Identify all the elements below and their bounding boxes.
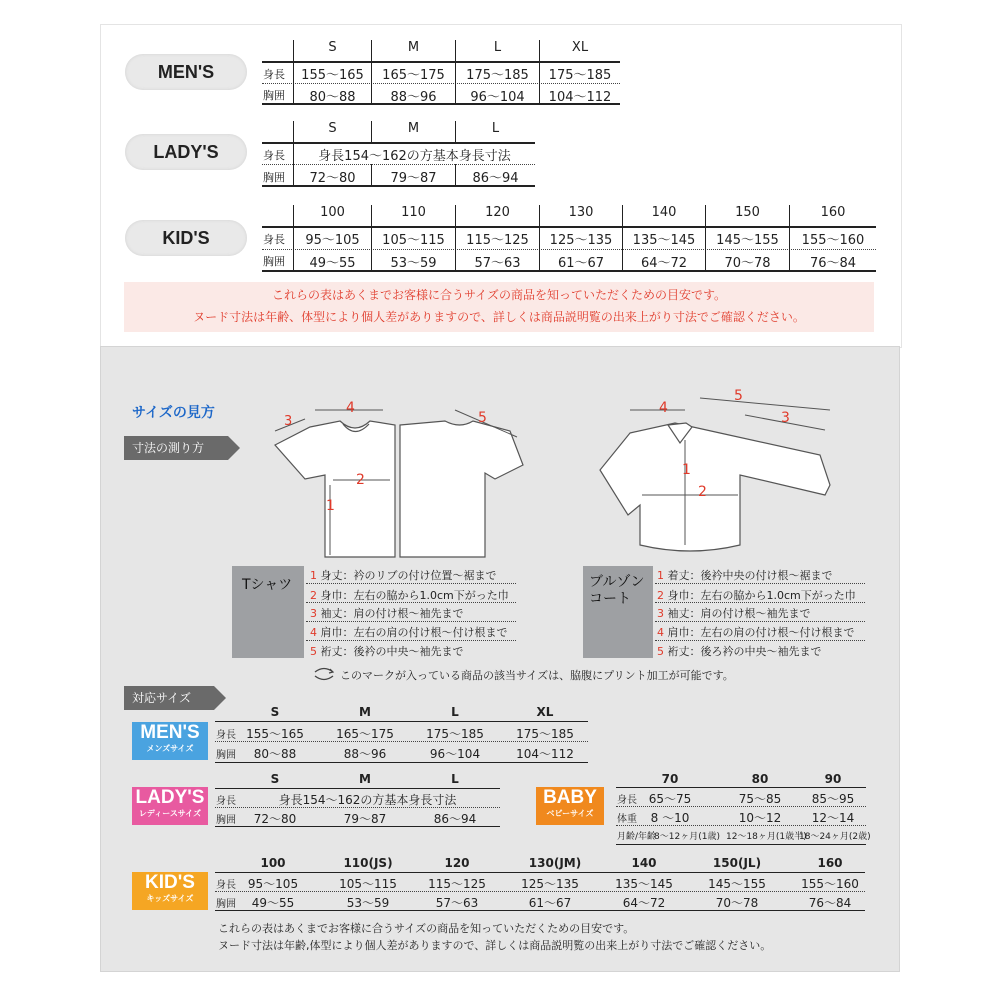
- row-separator: [306, 602, 516, 603]
- item-num: 2: [310, 589, 317, 602]
- row-label: 身長: [263, 68, 285, 81]
- measure-tag-label: 寸法の測り方: [132, 441, 205, 455]
- height-cell: 65〜75: [648, 792, 692, 806]
- table-rule: [262, 61, 620, 63]
- size-header: 80: [751, 772, 769, 786]
- blouson-item: [657, 567, 833, 583]
- table-rule: [215, 762, 588, 763]
- item-num: 3: [310, 607, 317, 620]
- mens-badge: [132, 722, 208, 760]
- table-rule: [616, 787, 866, 788]
- item-text: 着丈：後衿中央の付け根〜裾まで: [667, 569, 833, 582]
- height-cell: 115〜125: [428, 877, 486, 891]
- size-header: M: [359, 772, 371, 786]
- item-text: 肩巾：左右の肩の付け根〜付け根まで: [667, 626, 855, 639]
- row-label: 胸囲: [263, 171, 285, 184]
- size-header: 160: [820, 205, 846, 220]
- size-header: L: [491, 121, 500, 136]
- size-header: L: [493, 40, 502, 55]
- height-cell: 115〜125: [466, 233, 529, 248]
- notice-line: これらの表はあくまでお客様に合うサイズの商品を知っていただくための目安です。: [218, 922, 635, 935]
- row-label: 身長: [216, 730, 236, 741]
- row-separator: [306, 621, 516, 622]
- row-separator: [655, 602, 865, 603]
- chest-cell: 96〜104: [470, 90, 525, 105]
- chest-cell: 61〜67: [528, 896, 572, 910]
- size-header: M: [407, 121, 420, 136]
- notice-line: これらの表はあくまでお客様に合うサイズの商品を知っていただくための目安です。: [271, 288, 727, 302]
- notice-line: ヌード寸法は年齢,体型により個人差がありますので、詳しくは商品説明覧の出来上がり寸法でご確認ください。: [218, 939, 772, 952]
- badge-text: LADY'S: [135, 787, 205, 808]
- badge-text: MEN'S: [140, 722, 200, 743]
- chest-cell: 57〜63: [474, 256, 521, 271]
- size-header: 90: [824, 772, 842, 786]
- size-header: M: [407, 40, 420, 55]
- size-header: 110: [401, 205, 426, 220]
- chest-cell: 80〜88: [309, 90, 356, 105]
- chest-cell: 49〜55: [251, 896, 295, 910]
- row-label: 胸囲: [263, 255, 285, 268]
- size-header: 140: [631, 856, 657, 870]
- height-note: 身長154〜162の方基本身長寸法: [318, 149, 511, 164]
- badge-subtext: メンズサイズ: [146, 744, 194, 753]
- tshirt-item: [310, 567, 497, 583]
- age-cell: 12〜18ヶ月(1歳半): [726, 832, 807, 842]
- size-header: S: [328, 121, 337, 136]
- sizes-tag: [124, 686, 214, 710]
- blouson-item: [657, 624, 855, 640]
- size-header: 140: [651, 205, 677, 220]
- item-num: 3: [657, 607, 664, 620]
- tshirt-item: [310, 643, 464, 659]
- size-header: 100: [260, 856, 286, 870]
- row-separator: [306, 640, 516, 641]
- table-rule: [616, 844, 866, 845]
- size-header: L: [451, 772, 459, 786]
- height-cell: 145〜155: [708, 877, 766, 891]
- height-cell: 105〜115: [339, 877, 397, 891]
- chest-cell: 70〜78: [724, 256, 771, 271]
- row-label: 体重: [617, 814, 637, 825]
- table-rule: [215, 872, 865, 873]
- height-cell: 175〜185: [466, 68, 529, 83]
- print-note: このマークが入っている商品の該当サイズは、脇腹にプリント加工が可能です。: [340, 669, 734, 682]
- size-header: 130: [568, 205, 594, 220]
- weight-cell: 8 〜10: [650, 811, 690, 825]
- tshirt-item: [310, 605, 464, 621]
- row-label: 身長: [617, 795, 637, 806]
- height-cell: 165〜175: [336, 727, 394, 741]
- row-label: 身長: [263, 233, 285, 246]
- weight-cell: 12〜14: [811, 811, 855, 825]
- chest-cell: 70〜78: [715, 896, 759, 910]
- chest-cell: 57〜63: [435, 896, 479, 910]
- chest-cell: 72〜80: [309, 171, 356, 186]
- jacket-num: 1: [682, 462, 691, 478]
- chest-cell: 76〜84: [808, 896, 852, 910]
- row-label: 胸囲: [216, 815, 236, 826]
- item-num: 2: [657, 589, 664, 602]
- row-separator: [655, 640, 865, 641]
- size-header: 160: [817, 856, 843, 870]
- chest-cell: 53〜59: [390, 256, 437, 271]
- size-header: 130(JM): [528, 856, 582, 870]
- item-text: 袖丈：肩の付け根〜袖先まで: [667, 607, 811, 620]
- item-text: 肩巾：左右の肩の付け根〜付け根まで: [320, 626, 508, 639]
- blouson-item: [657, 587, 856, 603]
- size-header: 120: [485, 205, 510, 220]
- tshirt-label-box: [232, 566, 304, 658]
- chest-cell: 88〜96: [390, 90, 437, 105]
- blouson-item: [657, 643, 822, 659]
- mens-label: [125, 54, 247, 90]
- row-label: 身長: [263, 149, 285, 162]
- shirt-num: 3: [284, 414, 293, 429]
- height-cell: 175〜185: [516, 727, 574, 741]
- chest-cell: 80〜88: [253, 747, 297, 761]
- row-separator: [306, 583, 516, 584]
- chest-cell: 79〜87: [343, 812, 387, 826]
- row-separator: [655, 621, 865, 622]
- chest-cell: 104〜112: [548, 90, 612, 105]
- size-header: S: [328, 40, 337, 55]
- size-header: L: [451, 705, 459, 719]
- item-num: 5: [657, 645, 664, 658]
- row-label: 身長: [216, 880, 236, 891]
- jacket-num: 4: [659, 400, 668, 416]
- kids-badge: [132, 872, 208, 910]
- chest-cell: 79〜87: [390, 171, 437, 186]
- height-cell: 155〜165: [301, 68, 364, 83]
- item-num: 4: [310, 626, 317, 639]
- table-rule: [262, 226, 876, 228]
- item-num: 4: [657, 626, 664, 639]
- blouson-label-box: [583, 566, 653, 658]
- size-header: 70: [661, 772, 679, 786]
- height-cell: 175〜185: [548, 68, 612, 83]
- size-header: M: [359, 705, 371, 719]
- item-text: 裄丈：後ろ衿の中央〜袖先まで: [667, 645, 822, 658]
- height-cell: 125〜135: [549, 233, 613, 248]
- tshirt-item: [310, 624, 508, 640]
- jacket-diagram: [580, 395, 850, 565]
- height-cell: 85〜95: [811, 792, 855, 806]
- item-text: 身巾：左右の脇から1.0cm下がった巾: [667, 589, 856, 602]
- chest-cell: 76〜84: [809, 256, 857, 271]
- table-rule: [262, 83, 620, 84]
- shirt-num: 5: [478, 410, 487, 426]
- chest-cell: 72〜80: [253, 812, 297, 826]
- weight-cell: 10〜12: [738, 811, 782, 825]
- height-cell: 75〜85: [738, 792, 782, 806]
- height-cell: 155〜160: [801, 877, 859, 891]
- kids-title: KID'S: [162, 227, 210, 248]
- size-header: 150(JL): [712, 856, 762, 870]
- bottom-notice: [218, 920, 771, 954]
- chest-cell: 88〜96: [343, 747, 387, 761]
- table-rule: [215, 721, 588, 722]
- baby-badge: [536, 787, 604, 825]
- age-cell: 18〜24ヶ月(2歳): [799, 832, 871, 842]
- blouson-item: [657, 605, 811, 621]
- item-text: 袖丈：肩の付け根〜袖先まで: [320, 607, 464, 620]
- height-cell: 135〜145: [632, 233, 696, 248]
- chest-cell: 53〜59: [346, 896, 390, 910]
- age-cell: 8〜12ヶ月(1歳): [654, 832, 720, 842]
- height-cell: 135〜145: [615, 877, 673, 891]
- size-header: 100: [320, 205, 345, 220]
- height-cell: 155〜165: [246, 727, 304, 741]
- height-cell: 155〜160: [801, 233, 865, 248]
- height-cell: 175〜185: [426, 727, 484, 741]
- blouson-label: コート: [589, 591, 631, 607]
- row-label: 胸囲: [216, 750, 236, 761]
- size-header: S: [270, 705, 280, 719]
- height-note: 身長154〜162の方基本身長寸法: [278, 793, 457, 807]
- row-label: 胸囲: [216, 899, 236, 910]
- chest-cell: 96〜104: [429, 747, 481, 761]
- item-text: 身巾：左右の脇から1.0cm下がった巾: [320, 589, 509, 602]
- badge-subtext: キッズサイズ: [146, 894, 194, 903]
- tshirt-label: Tシャツ: [242, 577, 293, 593]
- row-label: 身長: [216, 796, 236, 807]
- height-cell: 105〜115: [382, 233, 445, 248]
- badge-subtext: レディースサイズ: [138, 809, 202, 818]
- item-num: 5: [310, 645, 317, 658]
- shirt-num: 1: [326, 498, 335, 514]
- size-header: 110(JS): [343, 856, 393, 870]
- chest-cell: 104〜112: [516, 747, 574, 761]
- ladys-badge: [132, 787, 208, 825]
- chest-cell: 64〜72: [640, 256, 688, 271]
- shirt-num: 2: [356, 472, 365, 488]
- jacket-num: 5: [734, 388, 743, 404]
- row-separator: [655, 583, 865, 584]
- badge-text: KID'S: [145, 872, 195, 893]
- height-cell: 145〜155: [716, 233, 779, 248]
- kids-label: [125, 220, 247, 256]
- size-header: 120: [444, 856, 470, 870]
- table-rule: [262, 249, 876, 250]
- sizes-tag-label: 対応サイズ: [132, 691, 192, 705]
- size-header: 150: [735, 205, 760, 220]
- item-text: 裄丈：後衿の中央〜袖先まで: [320, 645, 464, 658]
- chest-cell: 64〜72: [622, 896, 666, 910]
- shirt-num: 4: [346, 400, 355, 416]
- jacket-num: 2: [698, 484, 707, 500]
- item-text: 身丈：衿のリブの付け位置〜裾まで: [320, 569, 497, 582]
- badge-text: BABY: [543, 787, 597, 808]
- tshirt-diagram: [255, 395, 535, 565]
- height-cell: 95〜105: [247, 877, 299, 891]
- height-cell: 125〜135: [521, 877, 579, 891]
- size-header: XL: [536, 705, 554, 719]
- tshirt-item: [310, 587, 509, 603]
- ladys-label: [125, 134, 247, 170]
- ladys-title: LADY'S: [153, 141, 219, 162]
- row-label: 月齢/年齢: [617, 832, 657, 842]
- item-num: 1: [310, 569, 317, 582]
- height-cell: 165〜175: [382, 68, 445, 83]
- height-cell: 95〜105: [305, 233, 360, 248]
- size-header: S: [270, 772, 280, 786]
- row-label: 胸囲: [263, 89, 285, 102]
- top-notice: [124, 282, 874, 332]
- print-mark-icon: [312, 666, 336, 682]
- table-rule: [262, 142, 535, 144]
- jacket-num: 3: [781, 410, 790, 426]
- badge-subtext: ベビーサイズ: [546, 809, 594, 818]
- table-rule: [262, 164, 535, 165]
- guide-title: サイズの見方: [132, 405, 215, 421]
- blouson-label: ブルゾン: [589, 574, 645, 590]
- chest-cell: 49〜55: [309, 256, 356, 271]
- measure-tag: [124, 436, 228, 460]
- notice-line: ヌード寸法は年齢、体型により個人差がありますので、詳しくは商品説明覧の出来上がり寸法でご確認ください。: [193, 310, 805, 324]
- size-header: XL: [571, 40, 589, 55]
- chest-cell: 61〜67: [557, 256, 605, 271]
- chest-cell: 86〜94: [472, 171, 519, 186]
- chest-cell: 86〜94: [433, 812, 477, 826]
- item-num: 1: [657, 569, 664, 582]
- mens-title: MEN'S: [157, 61, 215, 82]
- table-rule: [215, 788, 500, 789]
